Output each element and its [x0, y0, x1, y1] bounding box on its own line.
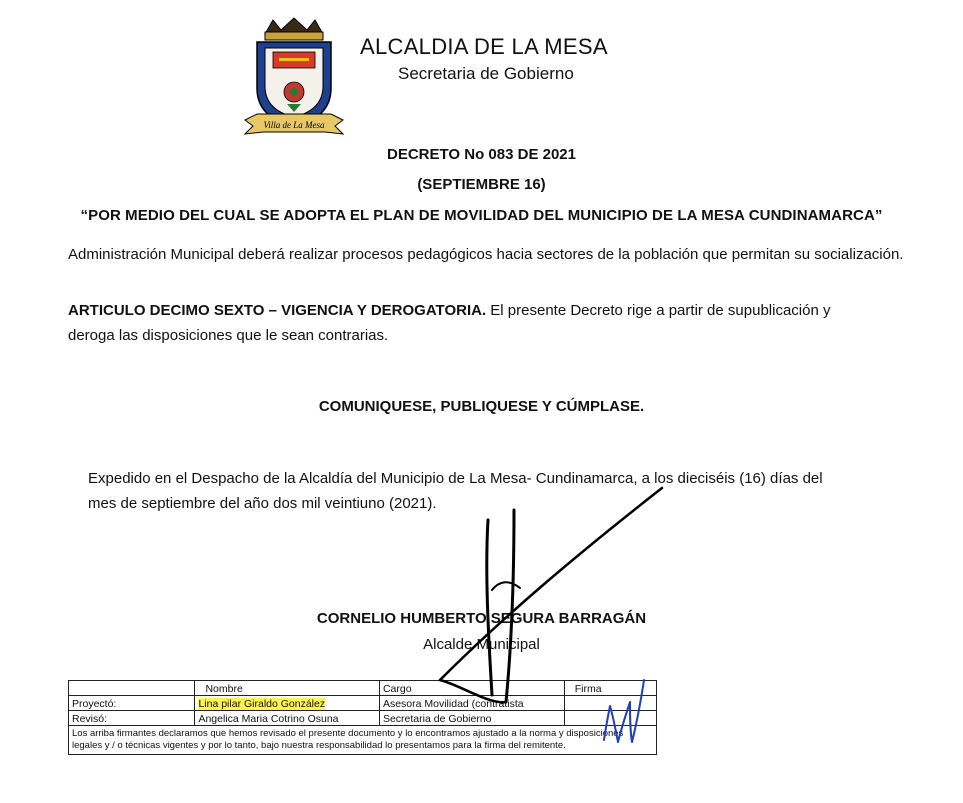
table-header-row — [69, 681, 657, 696]
article-heading: ARTICULO DECIMO SEXTO – VIGENCIA Y DEROGATORIA. — [68, 302, 487, 319]
table-header-firma: Firma — [564, 681, 656, 696]
article-paragraph — [68, 298, 858, 348]
row-label: Proyectó: — [69, 696, 195, 711]
table-header-nombre: Nombre — [195, 681, 380, 696]
decree-number: DECRETO No 083 DE 2021 — [387, 146, 576, 163]
issued-paragraph: Expedido en el Despacho de la Alcaldía del Municipio de La Mesa- Cundinamarca, a los dieciséis (16) días del mes de septiembre del año dos mil veintiuno (2021). — [88, 470, 823, 512]
closing-formula: COMUNIQUESE, PUBLIQUESE Y CÚMPLASE. — [318, 398, 645, 415]
page-title: ALCALDIA DE LA MESA — [360, 34, 608, 59]
review-note: Los arriba firmantes declaramos que hemos revisado el presente documento y lo encontramos ajustado a la norma y disposiciones legales y / o técnicas vigentes y por lo tanto, bajo nuestra responsabilidad lo presentamos para la firma del remitente. — [69, 726, 657, 755]
row-nombre: Angelica Maria Cotrino Osuna — [195, 711, 380, 726]
row-firma — [564, 696, 656, 711]
row-cargo: Secretaria de Gobierno — [379, 711, 564, 726]
decree-subject: “POR MEDIO DEL CUAL SE ADOPTA EL PLAN DE MOVILIDAD DEL MUNICIPIO DE LA MESA CUNDINAMARCA” — [80, 207, 883, 224]
row-label: Revisó: — [69, 711, 195, 726]
highlighted-name: Lina pilar Giraldo González — [198, 698, 326, 710]
row-nombre — [195, 696, 380, 711]
table-note-row — [69, 726, 657, 755]
body-paragraph-admin: Administración Municipal deberá realizar procesos pedagógicos hacia sectores de la población que permitan su socialización. — [68, 246, 904, 263]
row-cargo: Asesora Movilidad (contratista — [379, 696, 564, 711]
table-header-cargo: Cargo — [379, 681, 564, 696]
signatory-name: CORNELIO HUMBERTO SEGURA BARRAGÁN — [316, 610, 647, 627]
page-subtitle: Secretaria de Gobierno — [398, 64, 574, 83]
table-row — [69, 711, 657, 726]
article-text: El presente Decreto rige a partir de supublicación y deroga las disposiciones que le sean contrarias. — [68, 302, 831, 344]
crest-ribbon-text: Villa de La Mesa — [263, 120, 325, 130]
municipal-crest-icon — [243, 16, 345, 141]
table-cell-empty — [69, 681, 195, 696]
decree-date: (SEPTIEMBRE 16) — [417, 176, 546, 193]
signatory-role: Alcalde Municipal — [423, 636, 540, 653]
row-firma — [564, 711, 656, 726]
review-table — [68, 680, 657, 755]
table-row — [69, 696, 657, 711]
